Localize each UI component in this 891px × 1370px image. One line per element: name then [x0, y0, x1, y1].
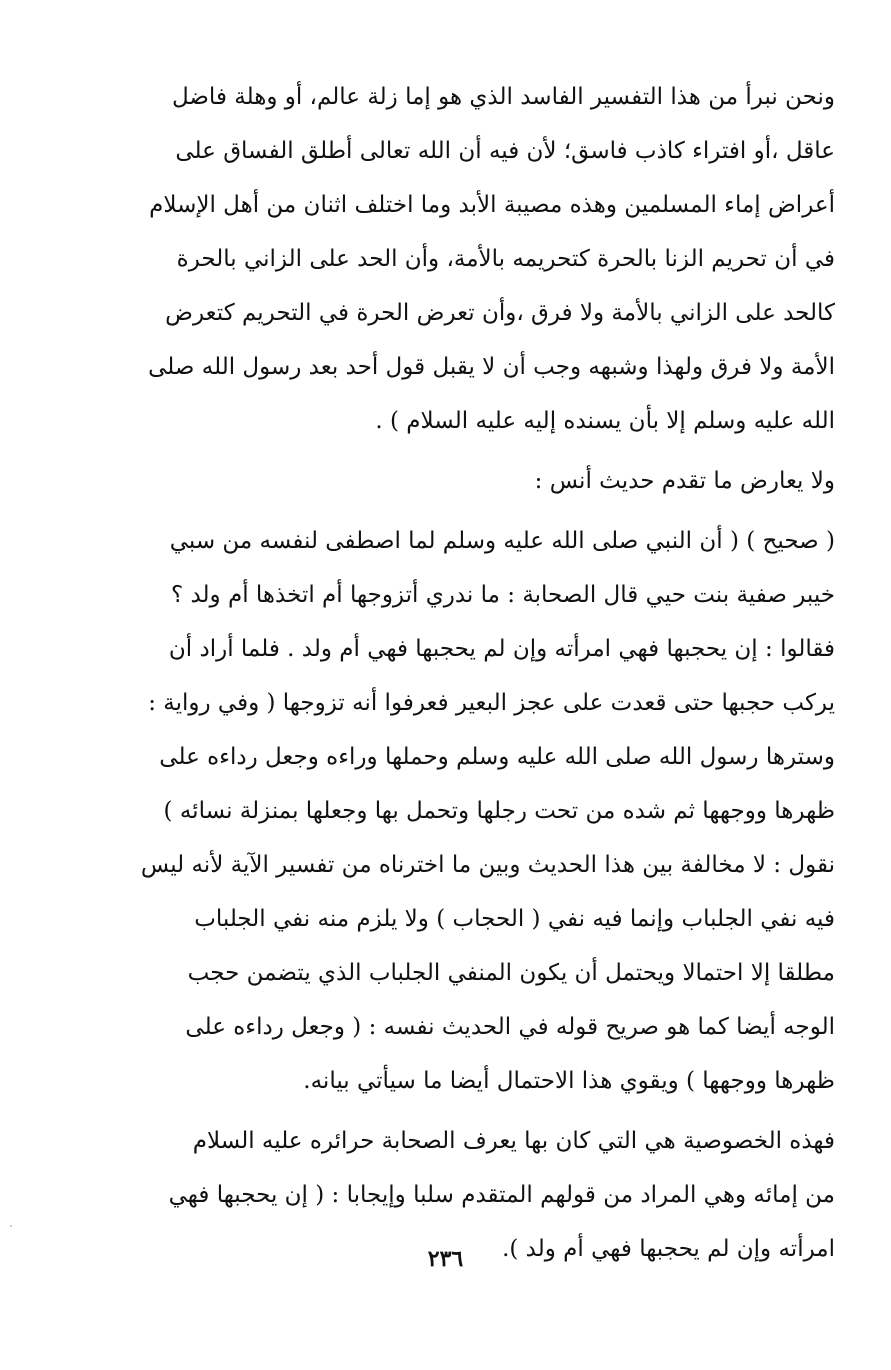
text-line: الوجه أيضا كما هو صريح قوله في الحديث نفسه : ( وجعل رداءه على	[185, 1014, 835, 1040]
paragraph-2	[57, 454, 835, 508]
text-line: مطلقا إلا احتمالا ويحتمل أن يكون المنفي الجلباب الذي يتضمن حجب	[187, 960, 835, 986]
text-line: يركب حجبها حتى قعدت على عجز البعير فعرفوا أنه تزوجها ( وفي رواية :	[148, 690, 835, 716]
text-line: كالحد على الزاني بالأمة ولا فرق ،وأن تعرض الحرة في التحريم كتعرض	[165, 300, 835, 326]
text-line: خيبر صفية بنت حيي قال الصحابة : ما ندري أتزوجها أم اتخذها أم ولد ؟	[170, 582, 835, 608]
scan-speck	[10, 1225, 12, 1227]
text-line: وسترها رسول الله صلى الله عليه وسلم وحملها وراءه وجعل رداءه على	[159, 744, 835, 770]
text-line: أعراض إماء المسلمين وهذه مصيبة الأبد وما اختلف اثنان من أهل الإسلام	[149, 192, 835, 218]
text-line: ونحن نبرأ من هذا التفسير الفاسد الذي هو إما زلة عالم، أو وهلة فاضل	[171, 84, 835, 110]
text-line: الله عليه وسلم إلا بأن يسنده إليه عليه السلام ) .	[375, 408, 835, 434]
paragraph-3	[57, 514, 835, 1108]
text-line: امرأته وإن لم يحجبها فهي أم ولد ).	[502, 1236, 835, 1262]
text-line: فهذه الخصوصية هي التي كان بها يعرف الصحابة حرائره عليه السلام	[192, 1128, 835, 1154]
text-line: ظهرها ووجهها ثم شده من تحت رجلها وتحمل بها وجعلها بمنزلة نسائه )	[163, 798, 835, 824]
paragraph-1	[57, 70, 835, 448]
text-line: ولا يعارض ما تقدم حديث أنس :	[534, 468, 835, 494]
text-line: عاقل ،أو افتراء كاذب فاسق؛ لأن فيه أن الله تعالى أطلق الفساق على	[175, 138, 835, 164]
text-line: نقول : لا مخالفة بين هذا الحديث وبين ما اخترناه من تفسير الآية لأنه ليس	[140, 852, 835, 878]
text-line: من إمائه وهي المراد من قولهم المتقدم سلبا وإيجابا : ( إن يحجبها فهي	[168, 1182, 835, 1208]
text-line: ظهرها ووجهها ) ويقوي هذا الاحتمال أيضا ما سيأتي بيانه.	[303, 1068, 835, 1094]
text-line: فيه نفي الجلباب وإنما فيه نفي ( الحجاب ) ولا يلزم منه نفي الجلباب	[194, 906, 835, 932]
text-line: في أن تحريم الزنا بالحرة كتحريمه بالأمة، وأن الحد على الزاني بالحرة	[176, 246, 835, 272]
text-line: الأمة ولا فرق ولهذا وشبهه وجب أن لا يقبل قول أحد بعد رسول الله صلى	[148, 354, 835, 380]
page-number: ٢٣٦	[427, 1246, 464, 1272]
text-line: ( صحيح ) ( أن النبي صلى الله عليه وسلم لما اصطفى لنفسه من سبي	[169, 528, 835, 554]
page-body	[57, 70, 835, 1276]
text-line: فقالوا : إن يحجبها فهي امرأته وإن لم يحجبها فهي أم ولد . فلما أراد أن	[168, 636, 835, 662]
